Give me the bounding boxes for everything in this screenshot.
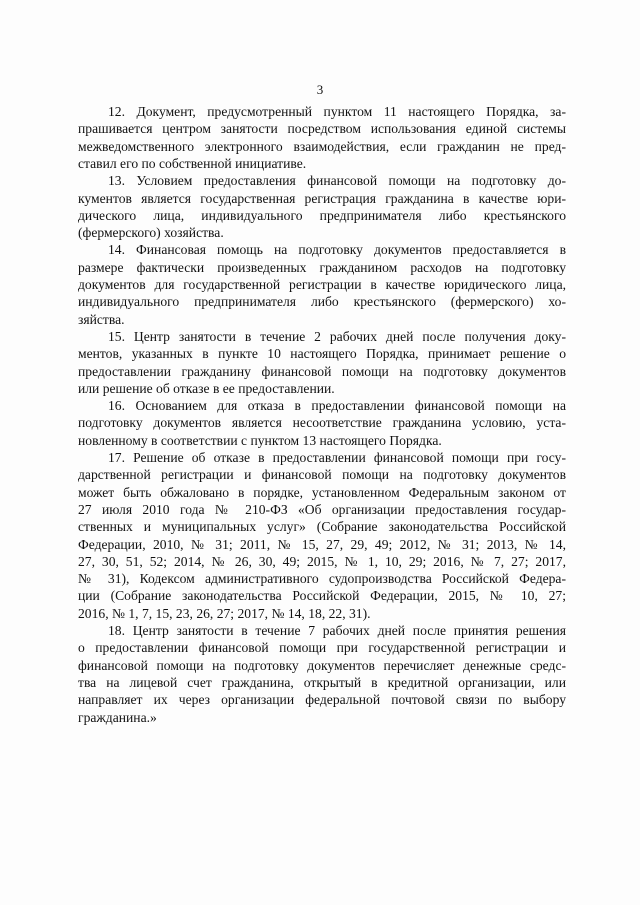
text-line: Федерации, 2010, № 31; 2011, № 15, 27, 29, 49; 2012, № 31; 2013, № 14,	[78, 536, 566, 552]
text-line: гражданина.»	[78, 709, 157, 725]
text-line: ственных и муниципальных услуг» (Собрание законодательства Российской	[78, 519, 566, 535]
text-line: 18. Центр занятости в течение 7 рабочих дней после принятия решения	[108, 623, 566, 638]
text-line: индивидуального предпринимателя либо крестьянского (фермерского) хо-	[78, 294, 566, 310]
text-line: 13. Условием предоставления финансовой помощи на подготовку до-	[108, 173, 566, 189]
text-line: или решение об отказе в ее предоставлении.	[78, 380, 335, 396]
text-line: 27 июля 2010 года № 210-ФЗ «Об организации предоставления государ-	[78, 501, 566, 517]
text-line: размере фактически произведенных гражданином расходов на подготовку	[78, 259, 566, 275]
text-line: кументов является государственная регистрация гражданина в качестве юри-	[78, 190, 566, 206]
text-line: тва на лицевой счет гражданина, открытый в кредитной организации, или	[78, 674, 566, 690]
text-line: дарственной регистрации и финансовой помощи на подготовку документов	[78, 467, 566, 483]
text-line: 14. Финансовая помощь на подготовку документов предоставляется в	[108, 242, 566, 258]
text-line: подготовку документов является несоответствие гражданина условию, уста-	[78, 415, 566, 431]
text-line: 17. Решение об отказе в предоставлении финансовой помощи при госу-	[108, 450, 566, 465]
text-line: новленному в соответствии с пунктом 13 настоящего Порядка.	[78, 432, 442, 448]
page-number: 3	[316, 82, 324, 97]
text-line: зяйства.	[78, 311, 125, 327]
text-line: ставил его по собственной инициативе.	[78, 155, 307, 171]
text-line: ции (Собрание законодательства Российской Федерации, 2015, № 10, 27;	[78, 588, 566, 604]
text-line: ментов, указанных в пункте 10 настоящего Порядка, принимает решение о	[78, 346, 566, 362]
text-line: может быть обжаловано в порядке, установленном Федеральным законом от	[78, 484, 566, 500]
text-line: 16. Основанием для отказа в предоставлении финансовой помощи на	[108, 398, 566, 414]
text-line: направляет их через организации федеральной почтовой связи по выбору	[78, 692, 566, 708]
text-line: 27, 30, 51, 52; 2014, № 26, 30, 49; 2015, № 1, 10, 29; 2016, № 7, 27; 2017,	[78, 553, 566, 569]
text-line: финансовой помощи на подготовку документов перечисляет денежные средс-	[78, 657, 566, 673]
text-line: (фермерского) хозяйства.	[78, 225, 224, 241]
text-line: прашивается центром занятости посредством использования единой системы	[78, 121, 566, 137]
text-line: № 31), Кодексом административного судопроизводства Российской Федера-	[78, 571, 566, 587]
text-line: предоставлении гражданину финансовой помощи на подготовку документов	[78, 363, 566, 379]
text-line: межведомственного электронного взаимодействия, если гражданин не пред-	[78, 138, 566, 154]
text-line: документов для государственной регистрации в качестве юридического лица,	[78, 277, 566, 292]
text-line: о предоставлении финансовой помощи при государственной регистрации и	[78, 640, 566, 656]
text-line: дического лица, индивидуального предпринимателя либо крестьянского	[78, 207, 566, 223]
text-line: 12. Документ, предусмотренный пунктом 11 настоящего Порядка, за-	[108, 104, 566, 119]
text-line: 2016, № 1, 7, 15, 23, 26, 27; 2017, № 14, 18, 22, 31).	[78, 605, 371, 621]
text-line: 15. Центр занятости в течение 2 рабочих дней после получения доку-	[108, 328, 566, 344]
